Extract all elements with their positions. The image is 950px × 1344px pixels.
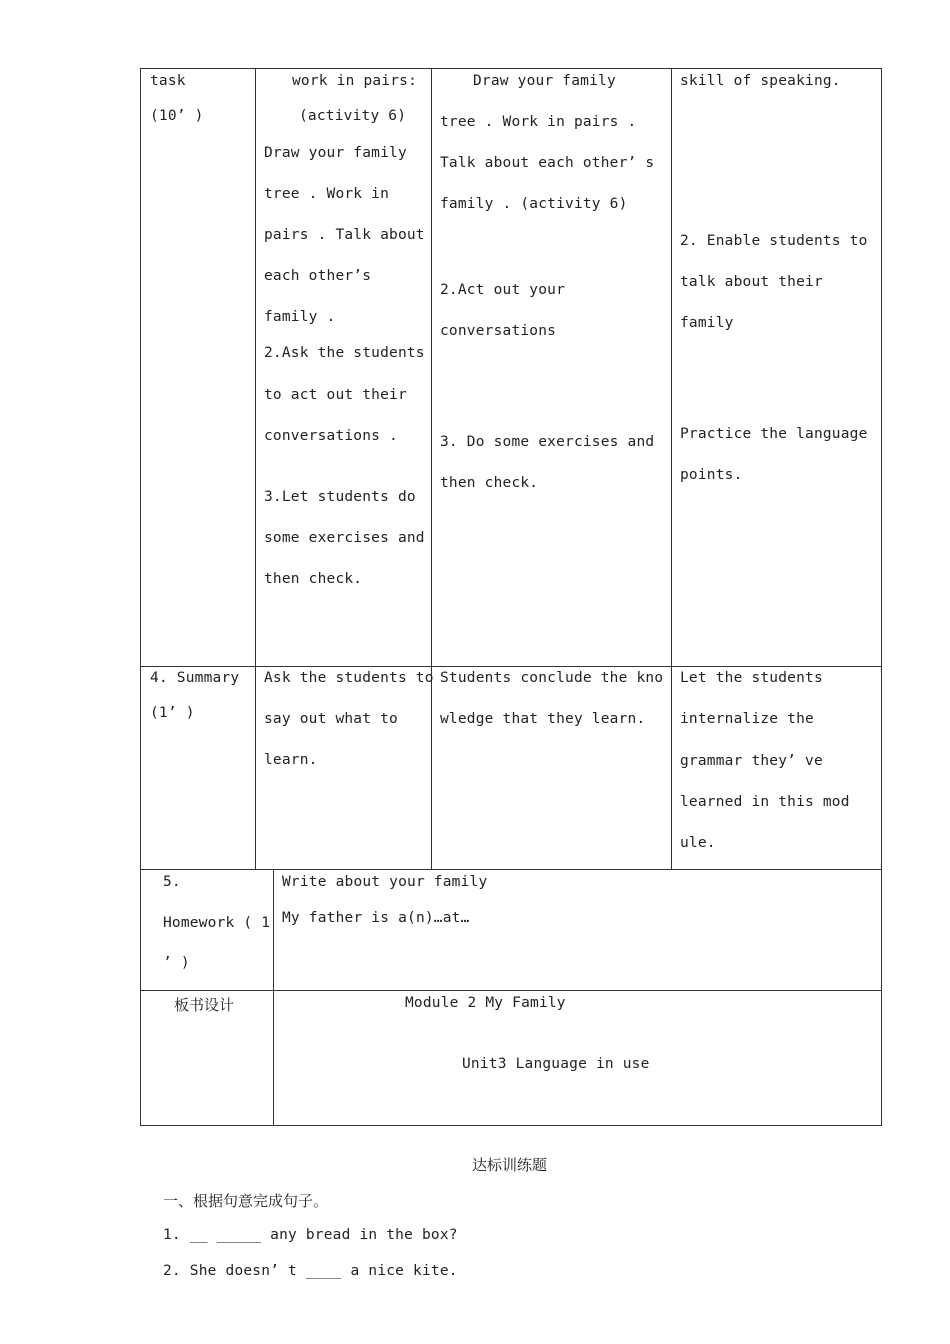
teacher-activity-line: then check. — [264, 571, 363, 587]
col-divider — [671, 69, 672, 870]
summary-purpose-line: internalize the — [680, 711, 814, 727]
col-divider — [431, 69, 432, 870]
summary-student-line: wledge that they learn. — [440, 711, 646, 727]
purpose-line: Practice the language — [680, 426, 868, 442]
board-module-title: Module 2 My Family — [405, 995, 566, 1011]
board-unit-title: Unit3 Language in use — [462, 1056, 650, 1072]
homework-content: My father is a(n)…at… — [282, 910, 470, 926]
teacher-activity-line: pairs . Talk about — [264, 227, 425, 243]
summary-teacher-line: learn. — [264, 752, 318, 768]
task-label: task — [150, 73, 186, 89]
teacher-activity-line: conversations . — [264, 428, 398, 444]
teacher-activity-line: (activity 6) — [299, 108, 407, 124]
row-divider — [141, 666, 881, 667]
student-activity-line: Talk about each other’ s — [440, 155, 655, 171]
teacher-activity-line: 2.Ask the students — [264, 345, 425, 361]
summary-purpose-line: grammar they’ ve — [680, 753, 823, 769]
summary-time: (1’ ) — [150, 705, 195, 721]
purpose-line: talk about their — [680, 274, 823, 290]
exercise-item: 2. She doesn’ t ____ a nice kite. — [163, 1263, 458, 1279]
board-design-label: 板书设计 — [174, 996, 235, 1014]
teacher-activity-line: 3.Let students do — [264, 489, 416, 505]
homework-content: Write about your family — [282, 874, 488, 890]
student-activity-line: Draw your family — [473, 73, 616, 89]
teacher-activity-line: family . — [264, 309, 336, 325]
summary-purpose-line: ule. — [680, 835, 716, 851]
task-time: (10’ ) — [150, 108, 204, 124]
purpose-line: skill of speaking. — [680, 73, 841, 89]
student-activity-line: 2.Act out your — [440, 282, 566, 298]
teacher-activity-line: work in pairs: — [292, 73, 418, 89]
exercise-title: 达标训练题 — [472, 1156, 548, 1174]
summary-purpose-line: learned in this mod — [680, 794, 850, 810]
col-divider — [273, 869, 274, 1125]
homework-label: 5. — [163, 874, 181, 890]
summary-student-line: Students conclude the kno — [440, 670, 664, 686]
purpose-line: family — [680, 315, 734, 331]
purpose-line: points. — [680, 467, 743, 483]
homework-time: ’ ) — [163, 955, 190, 971]
teacher-activity-line: to act out their — [264, 387, 407, 403]
teacher-activity-line: some exercises and — [264, 530, 425, 546]
student-activity-line: then check. — [440, 475, 539, 491]
student-activity-line: 3. Do some exercises and — [440, 434, 655, 450]
teacher-activity-line: tree . Work in — [264, 186, 390, 202]
summary-label: 4. Summary — [150, 670, 240, 686]
exercise-item: 1. __ _____ any bread in the box? — [163, 1227, 458, 1243]
summary-teacher-line: Ask the students to — [264, 670, 434, 686]
summary-teacher-line: say out what to — [264, 711, 398, 727]
purpose-line: 2. Enable students to — [680, 233, 868, 249]
summary-purpose-line: Let the students — [680, 670, 823, 686]
lesson-plan-table — [140, 68, 882, 1126]
row-divider — [141, 990, 881, 991]
teacher-activity-line: Draw your family — [264, 145, 407, 161]
student-activity-line: conversations — [440, 323, 557, 339]
exercise-section-heading: 一、根据句意完成句子。 — [163, 1192, 329, 1210]
homework-label: Homework ( 1 — [163, 915, 271, 931]
row-divider — [141, 869, 881, 870]
teacher-activity-line: each other’s — [264, 268, 372, 284]
student-activity-line: family . (activity 6) — [440, 196, 628, 212]
student-activity-line: tree . Work in pairs . — [440, 114, 637, 130]
col-divider — [255, 69, 256, 870]
